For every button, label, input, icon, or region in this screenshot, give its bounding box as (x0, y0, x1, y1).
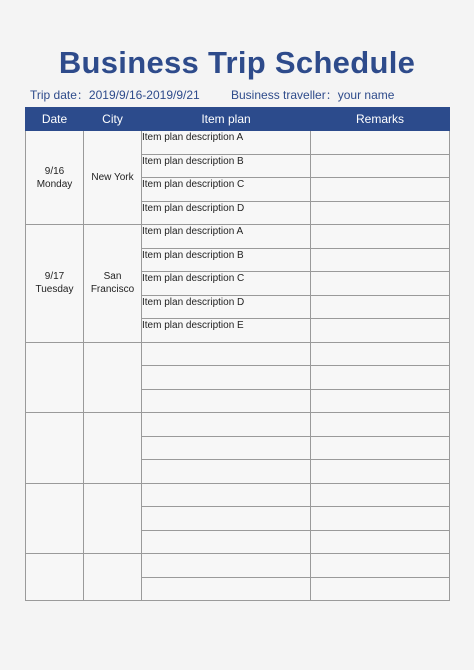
item-plan-cell (142, 554, 311, 578)
table-header-row (26, 108, 450, 131)
remarks-cell (311, 577, 450, 601)
remarks-cell (311, 483, 450, 507)
header-remarks: Remarks (311, 108, 450, 131)
item-plan-cell (142, 389, 311, 413)
item-plan-cell (142, 436, 311, 460)
table-row (26, 225, 450, 249)
remarks-cell (311, 201, 450, 225)
trip-date (30, 87, 200, 103)
item-plan-cell (142, 530, 311, 554)
traveller-value: your name (337, 88, 395, 102)
schedule-table (25, 107, 450, 601)
date-text: 9/16 (44, 165, 65, 177)
city-cell (84, 225, 142, 343)
header-item-plan: Item plan (142, 108, 311, 131)
item-plan-cell (142, 342, 311, 366)
remarks-cell (311, 178, 450, 202)
item-plan-cell: Item plan description C (142, 272, 311, 296)
page-title: Business Trip Schedule (58, 45, 416, 80)
remarks-cell (311, 154, 450, 178)
remarks-cell (311, 248, 450, 272)
item-plan-cell: Item plan description C (142, 178, 311, 202)
header-city: City (84, 108, 142, 131)
remarks-cell (311, 436, 450, 460)
remarks-cell (311, 342, 450, 366)
item-plan-cell: Item plan description D (142, 295, 311, 319)
date-cell (26, 131, 84, 225)
traveller-label: Business traveller： (231, 88, 338, 102)
city-text: San (103, 271, 122, 283)
trip-date-value: 2019/9/16-2019/9/21 (88, 88, 200, 102)
remarks-cell (311, 554, 450, 578)
table-row (26, 413, 450, 437)
remarks-cell (311, 225, 450, 249)
table-row (26, 131, 450, 155)
weekday-text: Tuesday (35, 284, 74, 296)
remarks-cell (311, 413, 450, 437)
item-plan-cell: Item plan description B (142, 248, 311, 272)
header-date: Date (26, 108, 84, 131)
trip-date-label: Trip date： (30, 88, 89, 102)
date-cell (26, 342, 84, 413)
item-plan-cell: Item plan description A (142, 225, 311, 249)
city-cell (84, 342, 142, 413)
item-plan-cell: Item plan description E (142, 319, 311, 343)
date-text: 9/17 (44, 271, 65, 283)
remarks-cell (311, 295, 450, 319)
date-cell (26, 413, 84, 484)
remarks-cell (311, 131, 450, 155)
remarks-cell (311, 272, 450, 296)
city-text: Francisco (90, 284, 135, 296)
city-cell (84, 554, 142, 601)
date-cell (26, 225, 84, 343)
item-plan-cell (142, 460, 311, 484)
city-cell (84, 413, 142, 484)
city-cell (84, 131, 142, 225)
remarks-cell (311, 366, 450, 390)
item-plan-cell (142, 366, 311, 390)
table-row (26, 342, 450, 366)
table-row (26, 483, 450, 507)
remarks-cell (311, 460, 450, 484)
city-text: New York (91, 172, 134, 183)
remarks-cell (311, 389, 450, 413)
weekday-text: Monday (36, 178, 73, 190)
item-plan-cell (142, 507, 311, 531)
remarks-cell (311, 530, 450, 554)
date-cell (26, 554, 84, 601)
remarks-cell (311, 507, 450, 531)
item-plan-cell: Item plan description B (142, 154, 311, 178)
item-plan-cell: Item plan description A (142, 131, 311, 155)
item-plan-cell (142, 577, 311, 601)
city-cell (84, 483, 142, 554)
remarks-cell (311, 319, 450, 343)
date-cell (26, 483, 84, 554)
item-plan-cell: Item plan description D (142, 201, 311, 225)
item-plan-cell (142, 483, 311, 507)
table-row (26, 554, 450, 578)
item-plan-cell (142, 413, 311, 437)
business-traveller (231, 87, 394, 103)
